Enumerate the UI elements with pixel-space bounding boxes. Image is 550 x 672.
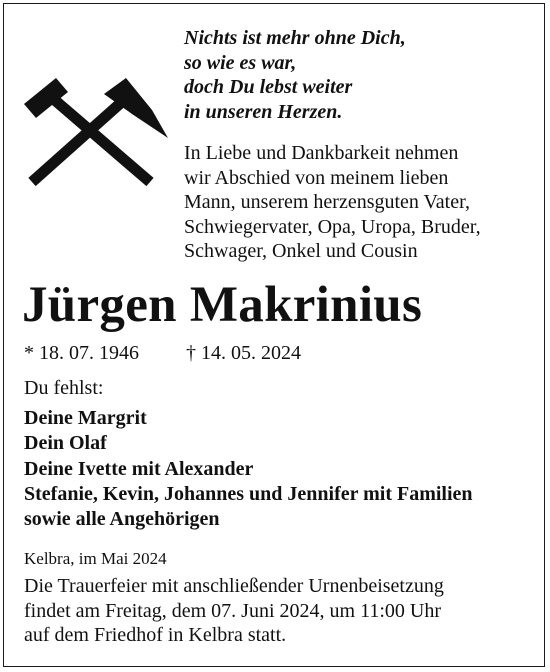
place-date: Kelbra, im Mai 2024 bbox=[24, 549, 167, 568]
mourner-line: sowie alle Angehörigen bbox=[24, 508, 220, 531]
notice-line: findet am Freitag, dem 07. Juni 2024, um 11:00 Uhr bbox=[24, 599, 441, 622]
intro-line: Schwager, Onkel und Cousin bbox=[184, 240, 418, 262]
death-date: † 14. 05. 2024 bbox=[186, 342, 301, 364]
intro-text bbox=[184, 141, 481, 264]
mourner-line: Deine Margrit bbox=[24, 407, 147, 429]
motto-line: in unseren Herzen. bbox=[184, 100, 343, 123]
funeral-notice bbox=[24, 574, 444, 648]
mourner-line: Dein Olaf bbox=[24, 432, 107, 455]
mourner-line: Stefanie, Kevin, Johannes und Jennifer mit Familien bbox=[24, 482, 473, 505]
motto-line: so wie es war, bbox=[184, 51, 297, 74]
notice-line: Die Trauerfeier mit anschließender Urnenbeisetzung bbox=[24, 575, 444, 597]
deceased-name: Jürgen Makrinius bbox=[22, 277, 423, 333]
mourner-line: Deine Ivette mit Alexander bbox=[24, 457, 254, 480]
missed-label: Du fehlst: bbox=[24, 377, 104, 399]
birth-date: * 18. 07. 1946 bbox=[24, 342, 139, 364]
motto-line: doch Du lebst weiter bbox=[184, 76, 353, 98]
intro-line: Mann, unserem herzensguten Vater, bbox=[184, 191, 470, 213]
intro-line: wir Abschied von meinem lieben bbox=[184, 166, 449, 189]
crossed-hammers-icon bbox=[22, 78, 172, 188]
mourners-list bbox=[24, 406, 473, 532]
motto-line: Nichts ist mehr ohne Dich, bbox=[184, 27, 406, 49]
motto-verse bbox=[184, 26, 406, 124]
intro-line: Schwiegervater, Opa, Uropa, Bruder, bbox=[184, 215, 481, 238]
notice-line: auf dem Friedhof in Kelbra statt. bbox=[24, 624, 287, 646]
intro-line: In Liebe und Dankbarkeit nehmen bbox=[184, 142, 459, 164]
